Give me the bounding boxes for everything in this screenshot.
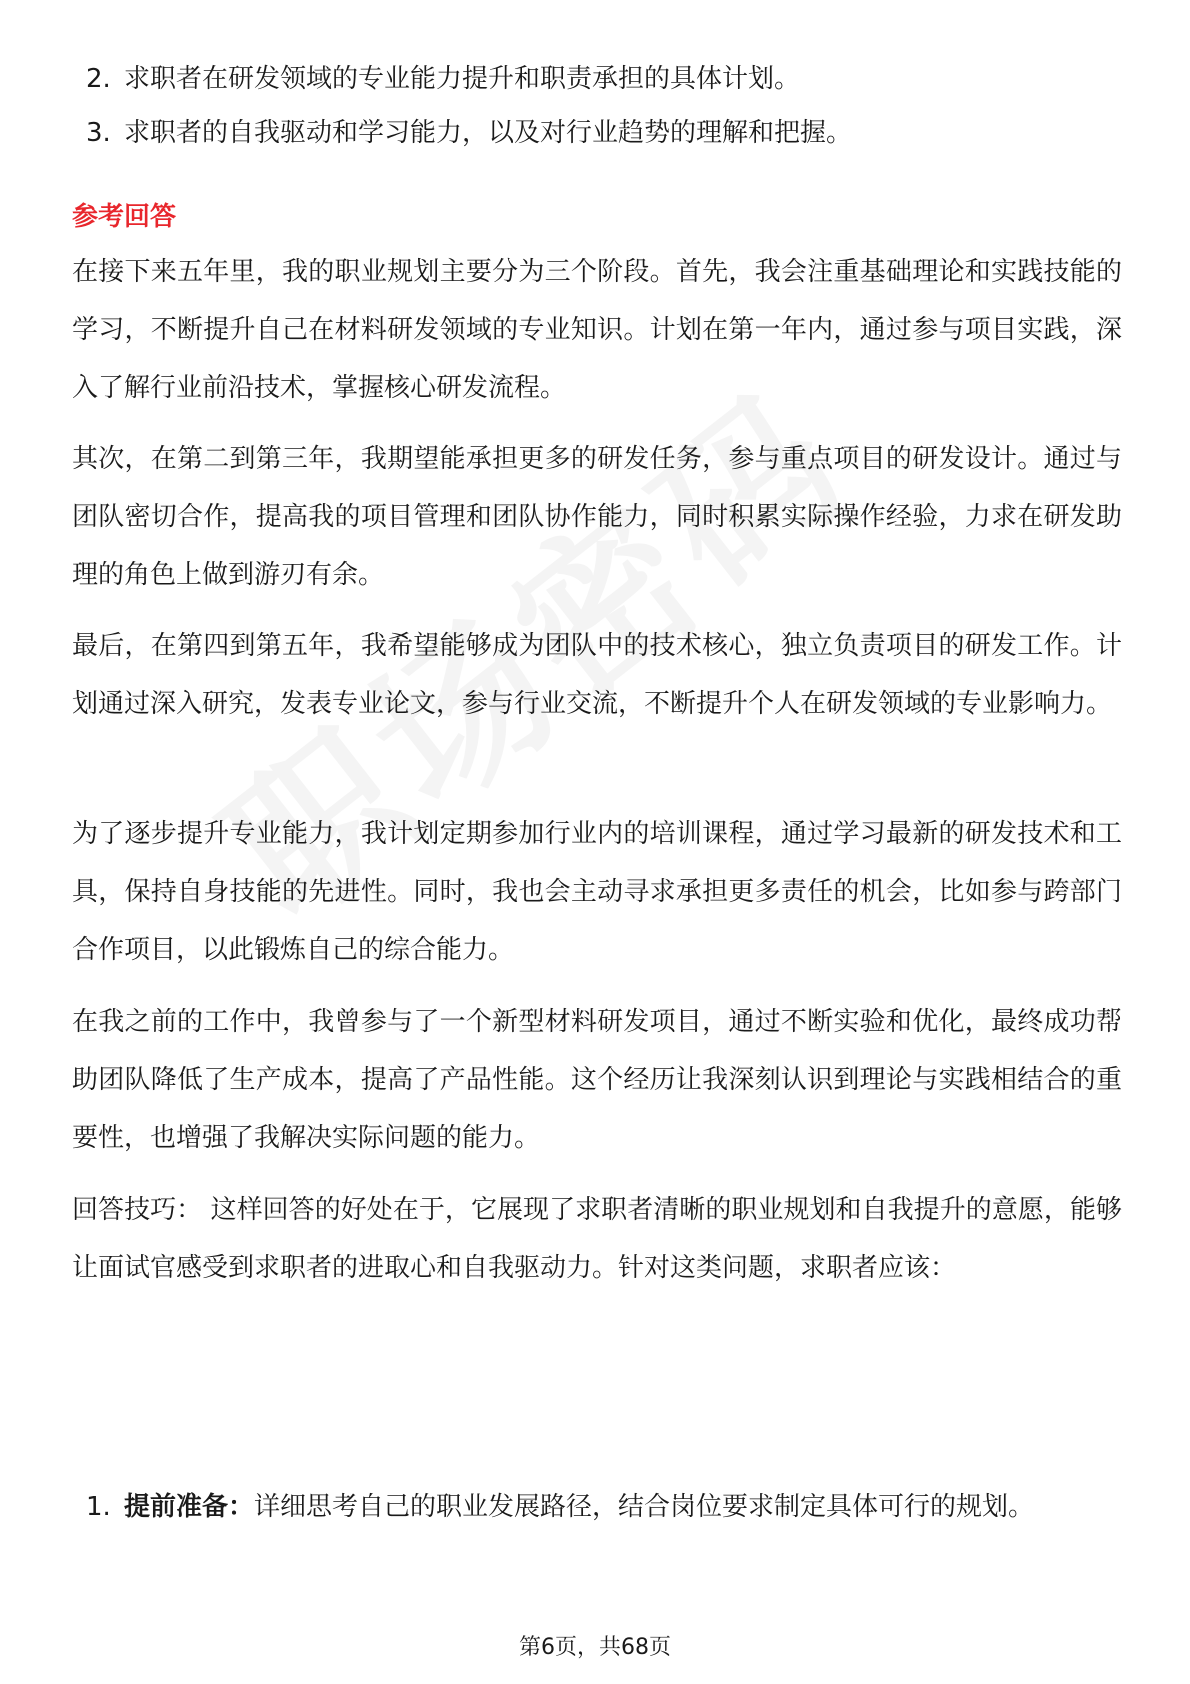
question-list-item	[86, 104, 1116, 162]
tip-text: 详细思考自己的职业发展路径，结合岗位要求制定具体可行的规划。	[254, 1492, 1035, 1522]
answer-paragraph: 在我之前的工作中，我曾参与了一个新型材料研发项目，通过不断实验和优化，最终成功帮助团队降低了生产成本，提高了产品性能。这个经历让我深刻认识到理论与实践相结合的重要性，也增强了我解决实际问题的能力。	[72, 1007, 1122, 1153]
tip-list-item	[86, 1478, 1116, 1536]
tip-label: 提前准备：	[124, 1492, 255, 1522]
answer-paragraph: 为了逐步提升专业能力，我计划定期参加行业内的培训课程，通过学习最新的研发技术和工具，保持自身技能的先进性。同时，我也会主动寻求承担更多责任的机会，比如参与跨部门合作项目，以此锻炼自己的综合能力。	[72, 819, 1122, 965]
list-number: 2.	[86, 64, 111, 94]
list-item-text: 求职者的自我驱动和学习能力，以及对行业趋势的理解和把握。	[124, 118, 853, 148]
answer-tips-paragraph: 回答技巧： 这样回答的好处在于，它展现了求职者清晰的职业规划和自我提升的意愿，能够让面试官感受到求职者的进取心和自我驱动力。针对这类问题，求职者应该：	[72, 1195, 1122, 1283]
question-list-item	[86, 50, 1116, 108]
list-number: 3.	[86, 118, 111, 148]
answer-paragraph: 其次，在第二到第三年，我期望能承担更多的研发任务，参与重点项目的研发设计。通过与团队密切合作，提高我的项目管理和团队协作能力，同时积累实际操作经验，力求在研发助理的角色上做到游刃有余。	[72, 444, 1122, 590]
list-number: 1.	[86, 1492, 111, 1522]
tip-content	[124, 1478, 1116, 1536]
page-number-footer: 第6页，共68页	[519, 1635, 671, 1660]
list-item-text: 求职者在研发领域的专业能力提升和职责承担的具体计划。	[124, 64, 801, 94]
answer-heading: 参考回答	[72, 202, 177, 232]
answer-paragraph: 最后，在第四到第五年，我希望能够成为团队中的技术核心，独立负责项目的研发工作。计划通过深入研究，发表专业论文，参与行业交流，不断提升个人在研发领域的专业影响力。	[72, 631, 1122, 719]
answer-paragraph: 在接下来五年里，我的职业规划主要分为三个阶段。首先，我会注重基础理论和实践技能的学习，不断提升自己在材料研发领域的专业知识。计划在第一年内，通过参与项目实践，深入了解行业前沿技术，掌握核心研发流程。	[72, 257, 1122, 403]
